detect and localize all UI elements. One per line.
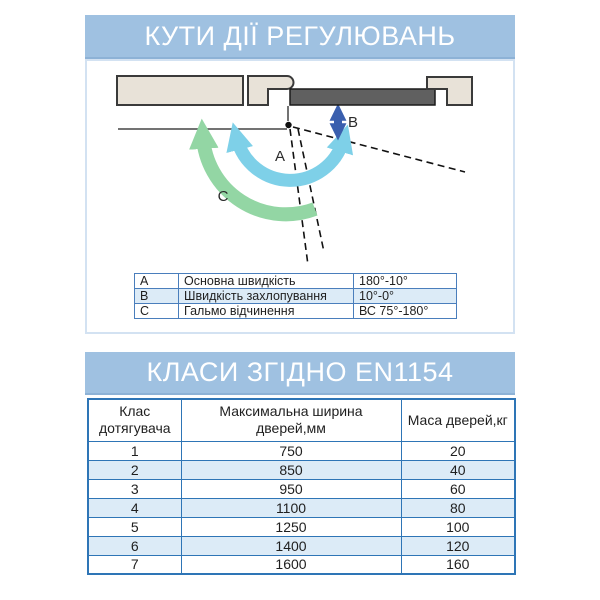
section-title-angles: КУТИ ДІЇ РЕГУЛЮВАНЬ: [85, 15, 515, 59]
table-row: [88, 517, 515, 536]
table-row: [135, 289, 457, 304]
width-cell: 1600: [181, 555, 401, 574]
class-cell: 7: [88, 555, 181, 574]
table-row: [135, 304, 457, 319]
class-cell: 6: [88, 536, 181, 555]
width-cell: 1250: [181, 517, 401, 536]
width-cell: 1100: [181, 498, 401, 517]
mass-cell: 80: [401, 498, 515, 517]
angle-label-cell: Основна швидкість: [179, 274, 354, 289]
class-cell: 3: [88, 479, 181, 498]
table-row: [88, 460, 515, 479]
width-cell: 950: [181, 479, 401, 498]
door-frame-left: [248, 76, 294, 105]
angle-key-cell: B: [135, 289, 179, 304]
dashed-near-closed-line-1: [290, 129, 308, 265]
table-row: [88, 479, 515, 498]
angle-label-cell: Швидкість захлопування: [179, 289, 354, 304]
class-cell: 4: [88, 498, 181, 517]
angles-diagram-panel: [85, 59, 515, 334]
door-closer-angle-diagram: [87, 61, 513, 273]
width-cell: 750: [181, 441, 401, 460]
mass-cell: 20: [401, 441, 515, 460]
mass-cell: 60: [401, 479, 515, 498]
angle-value-cell: 180°-10°: [354, 274, 457, 289]
classes-table: [87, 398, 516, 575]
section-title-classes: КЛАСИ ЗГІДНО EN1154: [85, 352, 515, 395]
table-row: [88, 441, 515, 460]
angle-label-cell: Гальмо відчинення: [179, 304, 354, 319]
mass-cell: 100: [401, 517, 515, 536]
class-cell: 2: [88, 460, 181, 479]
dashed-near-closed-line-2: [298, 129, 324, 252]
table-row: [88, 536, 515, 555]
angle-key-cell: A: [135, 274, 179, 289]
label-latch-speed: B: [347, 114, 359, 131]
closed-door-line: [118, 106, 288, 129]
hinge-pin: [285, 122, 291, 128]
label-backcheck: C: [217, 188, 229, 205]
table-row: [88, 555, 515, 574]
class-cell: 1: [88, 441, 181, 460]
label-main-speed: A: [274, 148, 286, 165]
door-leaf-open: [290, 89, 435, 105]
width-cell: 850: [181, 460, 401, 479]
table-row: [135, 274, 457, 289]
wall-left: [117, 76, 243, 105]
main-speed-arc: [237, 139, 343, 180]
angles-table: [134, 273, 457, 319]
angle-value-cell: ВС 75°-180°: [354, 304, 457, 319]
header-class: Клас дотягувача: [88, 399, 181, 441]
mass-cell: 40: [401, 460, 515, 479]
header-max-width: Максимальна ширина дверей,мм: [181, 399, 401, 441]
table-row: [88, 498, 515, 517]
mass-cell: 120: [401, 536, 515, 555]
table-header-row: [88, 399, 515, 441]
header-mass: Маса дверей,кг: [401, 399, 515, 441]
angle-key-cell: C: [135, 304, 179, 319]
angle-value-cell: 10°-0°: [354, 289, 457, 304]
width-cell: 1400: [181, 536, 401, 555]
mass-cell: 160: [401, 555, 515, 574]
class-cell: 5: [88, 517, 181, 536]
